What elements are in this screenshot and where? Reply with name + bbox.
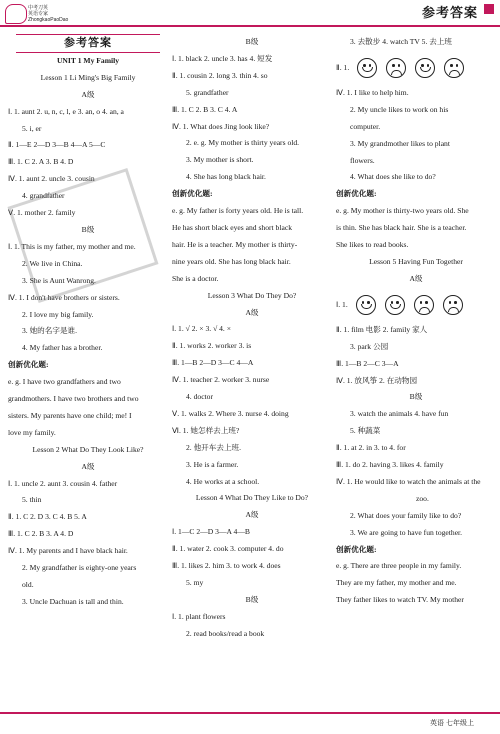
answer-line: computer. <box>350 121 381 131</box>
answer-line: Ⅱ. 1. water 2. cook 3. computer 4. do <box>172 544 284 554</box>
answer-line: nine years old. She has long black hair. <box>172 256 291 266</box>
answer-line: Ⅳ. 1. My parents and I have black hair. <box>8 546 128 556</box>
answer-line: Ⅳ. 1. 放风筝 2. 在动物园 <box>336 375 418 385</box>
answer-line: 2. I love my big family. <box>22 309 94 319</box>
answer-line: Ⅲ. 1. likes 2. him 3. to work 4. does <box>172 561 281 571</box>
answer-line: hair. He is a teacher. My mother is thirty- <box>172 239 298 249</box>
answer-column-1 <box>8 34 168 611</box>
answer-line: 2. 他开车去上班. <box>186 442 242 452</box>
answer-line: 2. We live in China. <box>22 258 83 268</box>
answer-line: 3. My grandmother likes to plant <box>350 138 450 148</box>
section-label: 创新优化题: <box>172 189 213 199</box>
faces-row-1 <box>357 63 473 72</box>
answer-line: Ⅱ. 1—E 2—D 3—B 4—A 5—C <box>8 140 106 150</box>
answer-line: 5. i, er <box>22 123 42 133</box>
answers-heading: 参考答案 <box>64 37 112 49</box>
answer-line: 2. My uncle likes to work on his <box>350 104 449 114</box>
answer-line: 5. my <box>186 578 204 587</box>
level-label: A级 <box>81 461 95 471</box>
level-label: A级 <box>245 307 259 317</box>
answer-line: Ⅳ. 1. I don't have brothers or sisters. <box>8 292 120 302</box>
answer-line: Ⅳ. 1. aunt 2. uncle 3. cousin <box>8 174 95 184</box>
sad-face-icon <box>443 295 463 315</box>
answer-line: 4. What does she like to do? <box>350 172 436 182</box>
level-label: B级 <box>245 594 259 604</box>
answer-line: 4. She has long black hair. <box>186 172 266 182</box>
answer-line: Ⅰ. 1. plant flowers <box>172 611 226 621</box>
answer-line: Ⅱ. 1. C 2. D 3. C 4. B 5. A <box>8 512 87 522</box>
level-label: A级 <box>81 89 95 99</box>
answer-line: 2. What does your family like to do? <box>350 510 462 520</box>
lesson-title: Lesson 2 What Do They Look Like? <box>32 444 144 454</box>
answer-line: Ⅲ. 1. C 2. B 3. A 4. D <box>8 529 74 539</box>
answer-line: 3. watch the animals 4. have fun <box>350 409 449 419</box>
answer-line: 3. 她的名字是谁. <box>22 326 78 336</box>
answer-line: 3. Uncle Dachuan is tall and thin. <box>22 596 124 606</box>
answer-number: Ⅰ. 1. <box>336 299 348 309</box>
answer-line: Ⅰ. 1—C 2—D 3—A 4—B <box>172 527 250 537</box>
answer-line: is thin. She has black hair. She is a teacher. <box>336 223 467 233</box>
header-title: 参考答案 <box>421 5 478 20</box>
header-divider <box>0 25 500 27</box>
lesson-title: Lesson 1 Li Ming's Big Family <box>40 72 136 82</box>
page-header <box>0 0 500 30</box>
answer-line: 4. grandfather <box>22 191 65 201</box>
answer-line: Ⅳ. 1. I like to help him. <box>336 87 409 97</box>
answer-line: Ⅰ. 1. aunt 2. u, n, c, l, e 3. an, o 4. an, a <box>8 106 124 116</box>
answer-line: Ⅳ. 1. What does Jing look like? <box>172 121 270 131</box>
answer-line: 2. e. g. My mother is thirty years old. <box>186 138 300 148</box>
answer-line: 4. He works at a school. <box>186 476 260 486</box>
answer-number: Ⅱ. 1. <box>336 62 350 72</box>
lesson-title: Lesson 4 What Do They Like to Do? <box>195 493 309 503</box>
answer-line: They are my father, my mother and me. <box>336 578 457 588</box>
publisher-logo-icon <box>5 4 27 24</box>
answer-column-2 <box>172 34 332 643</box>
answer-line: 4. My father has a brother. <box>22 343 103 353</box>
answer-line <box>336 288 496 322</box>
answer-line <box>336 51 496 85</box>
answer-line: e. g. My mother is thirty-two years old. She <box>336 206 469 216</box>
answer-line: He has short black eyes and short black <box>172 222 292 232</box>
answer-line: grandmothers. I have two brothers and two <box>8 394 139 404</box>
answer-line: 5. grandfather <box>186 87 229 97</box>
smiley-face-icon <box>357 58 377 78</box>
logo-text-line-2: 英语专家 <box>28 11 49 17</box>
answer-line: e. g. There are three people in my family. <box>336 561 462 571</box>
footer-divider <box>0 712 500 714</box>
answer-line: 3. He is a farmer. <box>186 459 239 469</box>
answer-line: Ⅱ. 1. works 2. worker 3. is <box>172 341 252 351</box>
sad-face-icon <box>386 58 406 78</box>
answer-line: Ⅰ. 1. black 2. uncle 3. has 4. 短发 <box>172 53 273 63</box>
answer-line: Ⅳ. 1. teacher 2. worker 3. nurse <box>172 375 270 385</box>
publisher-logo-text <box>28 5 68 23</box>
section-label: 创新优化题: <box>8 360 49 370</box>
answer-line: 2. My grandfather is eighty-one years <box>22 563 137 573</box>
answer-line: 5. thin <box>22 495 42 505</box>
answer-line: Ⅰ. 1. uncle 2. aunt 3. cousin 4. father <box>8 478 118 488</box>
section-label: 创新优化题: <box>336 544 377 554</box>
logo-text-line-1: 中考刀英 <box>28 5 49 11</box>
answer-line: 3. We are going to have fun together. <box>350 527 463 537</box>
footer-text: 英语 七年级上 <box>430 720 474 727</box>
answer-line: She is a doctor. <box>172 273 219 283</box>
answer-line: 3. My mother is short. <box>186 155 254 165</box>
answer-line: Ⅲ. 1—B 2—C 3—A <box>336 358 399 368</box>
level-label: A级 <box>409 273 423 283</box>
answer-line: 3. She is Aunt Wanrong. <box>22 275 96 285</box>
answer-line: She likes to read books. <box>336 240 409 250</box>
answer-line: Ⅲ. 1—B 2—D 3—C 4—A <box>172 358 254 368</box>
faces-row-2 <box>356 300 472 309</box>
answer-line: love my family. <box>8 427 56 437</box>
answer-line: e. g. I have two grandfathers and two <box>8 377 121 387</box>
answer-line: e. g. My father is forty years old. He is tall. <box>172 206 304 216</box>
level-label: B级 <box>81 224 95 234</box>
answer-line: They father likes to watch TV. My mother <box>336 595 464 605</box>
smiley-face-icon <box>385 295 405 315</box>
level-label: B级 <box>409 392 423 402</box>
answer-line: Ⅴ. 1. mother 2. family <box>8 208 76 218</box>
smiley-face-icon <box>415 58 435 78</box>
answer-line: Ⅱ. 1. at 2. in 3. to 4. for <box>336 443 406 453</box>
answer-line: 5. 种蔬菜 <box>350 426 381 436</box>
answer-line: sisters. My parents have one child; me! I <box>8 410 132 420</box>
answer-line: Ⅰ. 1. √ 2. × 3. √ 4. × <box>172 324 232 334</box>
page-footer <box>0 712 500 734</box>
answers-heading-box <box>16 34 160 53</box>
smiley-face-icon <box>356 295 376 315</box>
logo-text-line-3: ZhongkaoPaoDao <box>28 17 69 23</box>
answer-column-3 <box>336 34 496 609</box>
level-label: A级 <box>245 510 259 520</box>
answer-line: Ⅲ. 1. do 2. having 3. likes 4. family <box>336 460 444 470</box>
answer-line: 2. read books/read a book <box>186 628 265 638</box>
answer-line: Ⅵ. 1. 她怎样去上班? <box>172 425 240 435</box>
corner-mark-icon <box>484 4 494 14</box>
answer-line: Ⅲ. 1. C 2. A 3. B 4. D <box>8 157 74 167</box>
answer-line: old. <box>22 580 34 589</box>
answer-line: 3. 去散步 4. watch TV 5. 去上班 <box>350 37 453 46</box>
answer-line: zoo. <box>416 493 429 503</box>
lesson-title: Lesson 5 Having Fun Together <box>369 256 463 266</box>
lesson-title: Lesson 3 What Do They Do? <box>207 290 297 300</box>
section-label: 创新优化题: <box>336 189 377 199</box>
answer-line: flowers. <box>350 155 375 165</box>
answer-line: Ⅲ. 1. C 2. B 3. C 4. A <box>172 104 238 114</box>
unit-title: UNIT 1 My Family <box>56 55 120 65</box>
answer-line: 3. park 公园 <box>350 341 389 351</box>
answer-line: Ⅳ. 1. He would like to watch the animals at the <box>336 476 481 486</box>
answer-line: 4. doctor <box>186 392 213 402</box>
level-label: B级 <box>245 37 259 46</box>
sad-face-icon <box>444 58 464 78</box>
answer-line: Ⅰ. 1. This is my father, my mother and me. <box>8 241 136 251</box>
sad-face-icon <box>414 295 434 315</box>
answer-line: Ⅴ. 1. walks 2. Where 3. nurse 4. doing <box>172 408 289 418</box>
answer-line: Ⅱ. 1. film 电影 2. family 家人 <box>336 324 428 334</box>
answer-line: Ⅱ. 1. cousin 2. long 3. thin 4. so <box>172 70 268 80</box>
